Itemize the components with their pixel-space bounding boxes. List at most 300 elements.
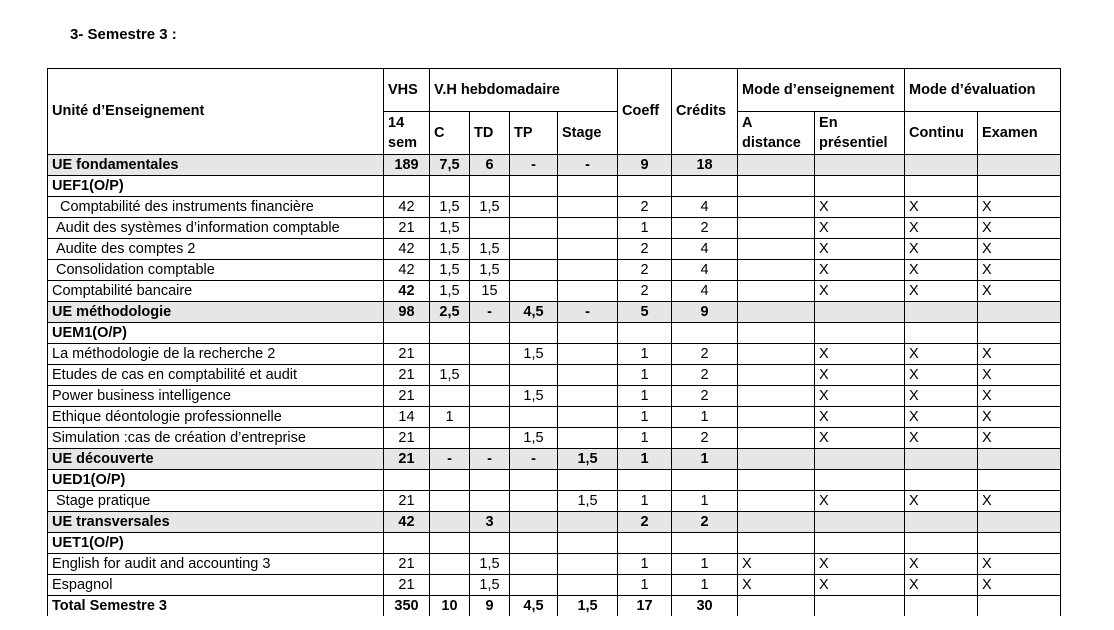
cell-distance bbox=[738, 470, 815, 491]
table-body bbox=[48, 155, 1061, 617]
cell-stage bbox=[558, 323, 618, 344]
cell-examen bbox=[978, 533, 1061, 554]
cell-vhs: 42 bbox=[384, 512, 430, 533]
cell-credits: 30 bbox=[672, 596, 738, 617]
cell-distance bbox=[738, 218, 815, 239]
cell-examen: X bbox=[978, 281, 1061, 302]
cell-vhs bbox=[384, 533, 430, 554]
cell-credits: 4 bbox=[672, 260, 738, 281]
cell-distance bbox=[738, 197, 815, 218]
cell-td bbox=[470, 491, 510, 512]
cell-continu: X bbox=[905, 344, 978, 365]
cell-unit: Audit des systèmes d’information comptable bbox=[48, 218, 384, 239]
cell-unit: UEM1(O/P) bbox=[48, 323, 384, 344]
cell-distance bbox=[738, 323, 815, 344]
cell-examen: X bbox=[978, 407, 1061, 428]
header-credits: Crédits bbox=[672, 69, 738, 155]
cell-coeff: 1 bbox=[618, 386, 672, 407]
cell-tp bbox=[510, 470, 558, 491]
cell-td bbox=[470, 218, 510, 239]
ue-group-row bbox=[48, 512, 1061, 533]
cell-unit: La méthodologie de la recherche 2 bbox=[48, 344, 384, 365]
cell-td bbox=[470, 323, 510, 344]
cell-examen bbox=[978, 449, 1061, 470]
cell-td: 6 bbox=[470, 155, 510, 176]
cell-td: 9 bbox=[470, 596, 510, 617]
header-vhs-sub: 14 sem bbox=[384, 112, 430, 155]
cell-distance bbox=[738, 596, 815, 617]
cell-stage bbox=[558, 575, 618, 596]
cell-credits: 2 bbox=[672, 512, 738, 533]
cell-td: 1,5 bbox=[470, 197, 510, 218]
cell-vhs: 21 bbox=[384, 428, 430, 449]
cell-tp bbox=[510, 281, 558, 302]
cell-continu: X bbox=[905, 281, 978, 302]
cell-stage bbox=[558, 218, 618, 239]
cell-vhs: 21 bbox=[384, 575, 430, 596]
section-heading: 3- Semestre 3 : bbox=[70, 26, 177, 43]
cell-td bbox=[470, 428, 510, 449]
cell-examen bbox=[978, 323, 1061, 344]
cell-c: 1,5 bbox=[430, 239, 470, 260]
cell-credits: 18 bbox=[672, 155, 738, 176]
cell-coeff: 1 bbox=[618, 575, 672, 596]
cell-stage: 1,5 bbox=[558, 449, 618, 470]
cell-stage bbox=[558, 239, 618, 260]
cell-credits bbox=[672, 470, 738, 491]
cell-unit: Ethique déontologie professionnelle bbox=[48, 407, 384, 428]
cell-unit: UET1(O/P) bbox=[48, 533, 384, 554]
cell-coeff bbox=[618, 470, 672, 491]
cell-continu: X bbox=[905, 491, 978, 512]
cell-vhs: 98 bbox=[384, 302, 430, 323]
cell-coeff: 2 bbox=[618, 281, 672, 302]
cell-distance bbox=[738, 239, 815, 260]
ue-group-row bbox=[48, 155, 1061, 176]
cell-coeff: 17 bbox=[618, 596, 672, 617]
cell-distance bbox=[738, 155, 815, 176]
cell-c bbox=[430, 386, 470, 407]
header-td: TD bbox=[470, 112, 510, 155]
ue-subgroup-row bbox=[48, 470, 1061, 491]
cell-c bbox=[430, 470, 470, 491]
cell-vhs: 21 bbox=[384, 449, 430, 470]
cell-stage bbox=[558, 365, 618, 386]
cell-presentiel bbox=[815, 596, 905, 617]
cell-continu bbox=[905, 596, 978, 617]
cell-stage bbox=[558, 197, 618, 218]
cell-vhs: 21 bbox=[384, 365, 430, 386]
cell-presentiel: X bbox=[815, 365, 905, 386]
cell-presentiel: X bbox=[815, 260, 905, 281]
cell-presentiel bbox=[815, 512, 905, 533]
table-row bbox=[48, 575, 1061, 596]
header-examen: Examen bbox=[978, 112, 1061, 155]
cell-unit: UE méthodologie bbox=[48, 302, 384, 323]
cell-examen: X bbox=[978, 554, 1061, 575]
cell-examen bbox=[978, 302, 1061, 323]
cell-presentiel bbox=[815, 323, 905, 344]
ue-subgroup-row bbox=[48, 323, 1061, 344]
cell-presentiel bbox=[815, 155, 905, 176]
cell-td bbox=[470, 407, 510, 428]
table-row bbox=[48, 344, 1061, 365]
cell-presentiel: X bbox=[815, 218, 905, 239]
ue-subgroup-row bbox=[48, 533, 1061, 554]
cell-credits bbox=[672, 323, 738, 344]
cell-unit: English for audit and accounting 3 bbox=[48, 554, 384, 575]
cell-vhs: 14 bbox=[384, 407, 430, 428]
cell-examen: X bbox=[978, 260, 1061, 281]
cell-stage: 1,5 bbox=[558, 596, 618, 617]
cell-examen bbox=[978, 155, 1061, 176]
header-presentiel: En présentiel bbox=[815, 112, 905, 155]
cell-credits: 9 bbox=[672, 302, 738, 323]
cell-c: 1,5 bbox=[430, 365, 470, 386]
cell-stage bbox=[558, 344, 618, 365]
cell-distance bbox=[738, 281, 815, 302]
cell-examen: X bbox=[978, 491, 1061, 512]
cell-continu bbox=[905, 470, 978, 491]
cell-coeff: 9 bbox=[618, 155, 672, 176]
cell-c: 7,5 bbox=[430, 155, 470, 176]
cell-coeff: 1 bbox=[618, 218, 672, 239]
cell-unit: Consolidation comptable bbox=[48, 260, 384, 281]
cell-distance bbox=[738, 365, 815, 386]
table-row bbox=[48, 260, 1061, 281]
table-row bbox=[48, 386, 1061, 407]
cell-unit: Total Semestre 3 bbox=[48, 596, 384, 617]
cell-distance bbox=[738, 449, 815, 470]
cell-unit: UE transversales bbox=[48, 512, 384, 533]
cell-continu: X bbox=[905, 197, 978, 218]
cell-presentiel: X bbox=[815, 575, 905, 596]
cell-c: - bbox=[430, 449, 470, 470]
cell-continu: X bbox=[905, 386, 978, 407]
cell-presentiel bbox=[815, 302, 905, 323]
cell-stage bbox=[558, 554, 618, 575]
table-row bbox=[48, 491, 1061, 512]
cell-coeff: 2 bbox=[618, 197, 672, 218]
cell-vhs: 42 bbox=[384, 281, 430, 302]
header-mode-evaluation: Mode d’évaluation bbox=[905, 69, 1061, 112]
cell-vhs: 350 bbox=[384, 596, 430, 617]
cell-presentiel: X bbox=[815, 197, 905, 218]
cell-unit: UED1(O/P) bbox=[48, 470, 384, 491]
cell-c bbox=[430, 176, 470, 197]
cell-unit: UE fondamentales bbox=[48, 155, 384, 176]
cell-tp: 4,5 bbox=[510, 596, 558, 617]
cell-distance bbox=[738, 491, 815, 512]
cell-distance: X bbox=[738, 554, 815, 575]
table-row bbox=[48, 365, 1061, 386]
ue-group-row bbox=[48, 302, 1061, 323]
cell-credits: 4 bbox=[672, 197, 738, 218]
cell-presentiel: X bbox=[815, 239, 905, 260]
cell-vhs: 42 bbox=[384, 197, 430, 218]
cell-c: 10 bbox=[430, 596, 470, 617]
cell-coeff bbox=[618, 533, 672, 554]
cell-credits: 2 bbox=[672, 386, 738, 407]
cell-tp bbox=[510, 533, 558, 554]
cell-td bbox=[470, 470, 510, 491]
cell-tp bbox=[510, 365, 558, 386]
cell-td bbox=[470, 365, 510, 386]
cell-vhs bbox=[384, 470, 430, 491]
cell-coeff: 1 bbox=[618, 449, 672, 470]
cell-vhs: 21 bbox=[384, 554, 430, 575]
cell-presentiel bbox=[815, 449, 905, 470]
cell-coeff: 1 bbox=[618, 344, 672, 365]
cell-credits: 4 bbox=[672, 239, 738, 260]
cell-c bbox=[430, 554, 470, 575]
cell-stage bbox=[558, 512, 618, 533]
cell-unit: Etudes de cas en comptabilité et audit bbox=[48, 365, 384, 386]
cell-continu: X bbox=[905, 554, 978, 575]
cell-continu bbox=[905, 302, 978, 323]
header-distance: A distance bbox=[738, 112, 815, 155]
cell-credits: 1 bbox=[672, 491, 738, 512]
cell-continu bbox=[905, 533, 978, 554]
cell-tp bbox=[510, 512, 558, 533]
cell-c bbox=[430, 491, 470, 512]
cell-coeff: 2 bbox=[618, 239, 672, 260]
cell-distance bbox=[738, 407, 815, 428]
cell-distance bbox=[738, 260, 815, 281]
cell-vhs bbox=[384, 323, 430, 344]
cell-tp bbox=[510, 323, 558, 344]
cell-td: 1,5 bbox=[470, 554, 510, 575]
table-row bbox=[48, 239, 1061, 260]
cell-presentiel: X bbox=[815, 344, 905, 365]
cell-tp: 1,5 bbox=[510, 428, 558, 449]
cell-unit: UEF1(O/P) bbox=[48, 176, 384, 197]
cell-unit: Comptabilité bancaire bbox=[48, 281, 384, 302]
header-continu: Continu bbox=[905, 112, 978, 155]
cell-distance bbox=[738, 512, 815, 533]
ue-group-row bbox=[48, 449, 1061, 470]
cell-examen: X bbox=[978, 428, 1061, 449]
cell-c: 1,5 bbox=[430, 218, 470, 239]
cell-stage bbox=[558, 260, 618, 281]
ue-subgroup-row bbox=[48, 176, 1061, 197]
table-row bbox=[48, 281, 1061, 302]
cell-td: - bbox=[470, 302, 510, 323]
cell-tp bbox=[510, 554, 558, 575]
cell-presentiel: X bbox=[815, 386, 905, 407]
cell-distance bbox=[738, 344, 815, 365]
cell-presentiel: X bbox=[815, 491, 905, 512]
cell-continu bbox=[905, 155, 978, 176]
cell-examen: X bbox=[978, 218, 1061, 239]
header-stage: Stage bbox=[558, 112, 618, 155]
cell-continu: X bbox=[905, 407, 978, 428]
cell-unit: Power business intelligence bbox=[48, 386, 384, 407]
cell-stage bbox=[558, 281, 618, 302]
cell-unit: Simulation :cas de création d’entreprise bbox=[48, 428, 384, 449]
cell-continu: X bbox=[905, 239, 978, 260]
cell-presentiel bbox=[815, 533, 905, 554]
header-mode-enseignement: Mode d’enseignement bbox=[738, 69, 905, 112]
header-tp: TP bbox=[510, 112, 558, 155]
header-vh-hebdo: V.H hebdomadaire bbox=[430, 69, 618, 112]
cell-tp: - bbox=[510, 155, 558, 176]
cell-credits: 2 bbox=[672, 365, 738, 386]
cell-coeff: 2 bbox=[618, 260, 672, 281]
cell-distance: X bbox=[738, 575, 815, 596]
cell-coeff: 1 bbox=[618, 407, 672, 428]
cell-credits bbox=[672, 533, 738, 554]
total-row bbox=[48, 596, 1061, 617]
cell-td: 3 bbox=[470, 512, 510, 533]
cell-c bbox=[430, 512, 470, 533]
cell-tp bbox=[510, 176, 558, 197]
cell-vhs bbox=[384, 176, 430, 197]
cell-coeff bbox=[618, 176, 672, 197]
cell-credits: 1 bbox=[672, 554, 738, 575]
cell-td: 1,5 bbox=[470, 260, 510, 281]
cell-presentiel: X bbox=[815, 281, 905, 302]
cell-distance bbox=[738, 428, 815, 449]
cell-presentiel: X bbox=[815, 428, 905, 449]
cell-c: 1,5 bbox=[430, 260, 470, 281]
cell-credits: 2 bbox=[672, 344, 738, 365]
cell-credits bbox=[672, 176, 738, 197]
cell-presentiel bbox=[815, 470, 905, 491]
cell-unit: Comptabilité des instruments financière bbox=[48, 197, 384, 218]
cell-td bbox=[470, 344, 510, 365]
cell-vhs: 21 bbox=[384, 218, 430, 239]
cell-td bbox=[470, 533, 510, 554]
cell-continu bbox=[905, 176, 978, 197]
cell-coeff: 5 bbox=[618, 302, 672, 323]
cell-credits: 1 bbox=[672, 407, 738, 428]
cell-examen bbox=[978, 512, 1061, 533]
cell-examen: X bbox=[978, 386, 1061, 407]
cell-td: 1,5 bbox=[470, 575, 510, 596]
cell-td: - bbox=[470, 449, 510, 470]
table-row bbox=[48, 554, 1061, 575]
cell-credits: 2 bbox=[672, 428, 738, 449]
cell-tp: - bbox=[510, 449, 558, 470]
cell-vhs: 42 bbox=[384, 260, 430, 281]
cell-continu: X bbox=[905, 260, 978, 281]
cell-coeff: 2 bbox=[618, 512, 672, 533]
cell-coeff: 1 bbox=[618, 428, 672, 449]
cell-credits: 1 bbox=[672, 449, 738, 470]
cell-examen: X bbox=[978, 239, 1061, 260]
cell-vhs: 21 bbox=[384, 491, 430, 512]
table-row bbox=[48, 218, 1061, 239]
cell-tp: 1,5 bbox=[510, 344, 558, 365]
cell-examen: X bbox=[978, 365, 1061, 386]
cell-stage: 1,5 bbox=[558, 491, 618, 512]
cell-c: 2,5 bbox=[430, 302, 470, 323]
cell-td: 1,5 bbox=[470, 239, 510, 260]
header-c: C bbox=[430, 112, 470, 155]
cell-c bbox=[430, 344, 470, 365]
cell-tp bbox=[510, 197, 558, 218]
cell-td: 15 bbox=[470, 281, 510, 302]
cell-unit: Stage pratique bbox=[48, 491, 384, 512]
cell-tp bbox=[510, 260, 558, 281]
cell-examen: X bbox=[978, 575, 1061, 596]
cell-credits: 4 bbox=[672, 281, 738, 302]
cell-unit: Audite des comptes 2 bbox=[48, 239, 384, 260]
cell-td bbox=[470, 386, 510, 407]
cell-vhs: 42 bbox=[384, 239, 430, 260]
cell-tp: 4,5 bbox=[510, 302, 558, 323]
cell-coeff: 1 bbox=[618, 554, 672, 575]
cell-tp bbox=[510, 407, 558, 428]
cell-continu: X bbox=[905, 428, 978, 449]
cell-stage bbox=[558, 407, 618, 428]
cell-tp bbox=[510, 575, 558, 596]
cell-examen bbox=[978, 470, 1061, 491]
cell-distance bbox=[738, 302, 815, 323]
table-row bbox=[48, 407, 1061, 428]
cell-distance bbox=[738, 176, 815, 197]
cell-distance bbox=[738, 386, 815, 407]
cell-c: 1,5 bbox=[430, 281, 470, 302]
cell-vhs: 21 bbox=[384, 344, 430, 365]
cell-coeff bbox=[618, 323, 672, 344]
cell-vhs: 189 bbox=[384, 155, 430, 176]
cell-unit: Espagnol bbox=[48, 575, 384, 596]
cell-c: 1,5 bbox=[430, 197, 470, 218]
cell-tp: 1,5 bbox=[510, 386, 558, 407]
cell-examen: X bbox=[978, 197, 1061, 218]
cell-continu bbox=[905, 323, 978, 344]
cell-c bbox=[430, 428, 470, 449]
cell-stage bbox=[558, 428, 618, 449]
table-row bbox=[48, 197, 1061, 218]
cell-stage: - bbox=[558, 302, 618, 323]
cell-continu bbox=[905, 512, 978, 533]
header-coeff: Coeff bbox=[618, 69, 672, 155]
cell-continu: X bbox=[905, 365, 978, 386]
cell-c bbox=[430, 533, 470, 554]
cell-examen: X bbox=[978, 344, 1061, 365]
cell-presentiel: X bbox=[815, 407, 905, 428]
cell-c bbox=[430, 323, 470, 344]
cell-tp bbox=[510, 491, 558, 512]
cell-credits: 1 bbox=[672, 575, 738, 596]
header-vhs: VHS bbox=[384, 69, 430, 112]
cell-examen bbox=[978, 176, 1061, 197]
cell-stage bbox=[558, 386, 618, 407]
cell-continu bbox=[905, 449, 978, 470]
cell-stage bbox=[558, 176, 618, 197]
cell-c: 1 bbox=[430, 407, 470, 428]
cell-unit: UE découverte bbox=[48, 449, 384, 470]
cell-vhs: 21 bbox=[384, 386, 430, 407]
cell-stage: - bbox=[558, 155, 618, 176]
cell-c bbox=[430, 575, 470, 596]
cell-distance bbox=[738, 533, 815, 554]
cell-td bbox=[470, 176, 510, 197]
cell-stage bbox=[558, 470, 618, 491]
cell-presentiel bbox=[815, 176, 905, 197]
cell-credits: 2 bbox=[672, 218, 738, 239]
cell-coeff: 1 bbox=[618, 365, 672, 386]
cell-tp bbox=[510, 239, 558, 260]
cell-continu: X bbox=[905, 218, 978, 239]
cell-coeff: 1 bbox=[618, 491, 672, 512]
cell-stage bbox=[558, 533, 618, 554]
cell-examen bbox=[978, 596, 1061, 617]
cell-tp bbox=[510, 218, 558, 239]
